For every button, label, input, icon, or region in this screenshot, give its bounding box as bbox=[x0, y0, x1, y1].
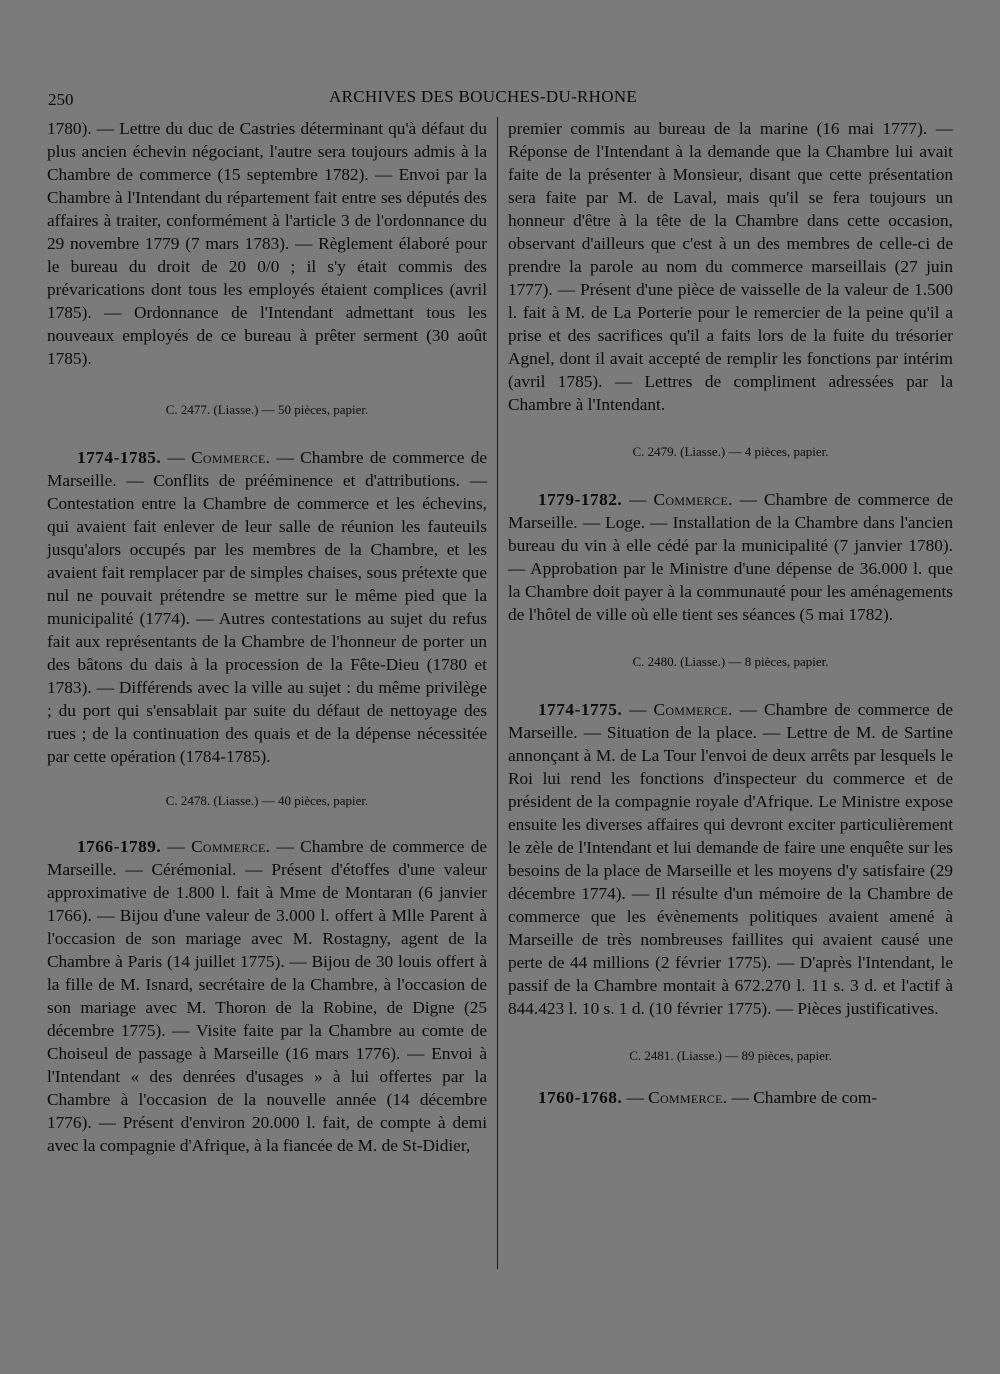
column-divider bbox=[497, 117, 498, 1269]
entry-heading: Commerce. bbox=[653, 490, 733, 509]
entry-text: — Chambre de commerce de Marseille. — Conflits de prééminence et d'attributions. — Contestation entre la Chambre de commerce et les échevins, qui avaient fait enlever de leur salle de réunion les fauteuils jusqu'alors occupés par les membres de la Chambre, et les avaient fait remplacer par de simples chaises, sous prétexte que nul ne pouvait prétendre se mettre sur le même pied que la municipalité (1774). — Autres contestations au sujet du refus fait aux représentants de la Chambre de l'honneur de porter un des bâtons du dais à la procession de la Fête-Dieu (1780 et 1783). — Différends avec la ville au sujet : du même privilège ; du port qui s'ensablait par suite du défaut de nettoyage des rues ; de la continuation des quais et de la dépense nécessitée par cette opération (1784-1785). bbox=[47, 448, 487, 766]
archive-reference: C. 2481. (Liasse.) — 89 pièces, papier. bbox=[629, 1048, 832, 1063]
entry-heading: Commerce. bbox=[653, 700, 733, 719]
archive-entry: 1779-1782. — Commerce. — Chambre de commerce de Marseille. — Loge. — Installation de la Chambre dans l'ancien bureau du vin à elle cédé par la municipalité (7 janvier 1780). — Approbation par le Ministre d'une dépense de 36.000 l. que la Chambre doit payer à la communauté pour les aménagements de l'hôtel de ville où elle tient ses séances (5 mai 1782). bbox=[508, 490, 954, 624]
entry-heading: Commerce. bbox=[648, 1088, 728, 1107]
entry-text: — Chambre de commerce de Marseille. — Loge. — Installation de la Chambre dans l'ancien bureau du vin à elle cédé par la municipalité (7 janvier 1780). — Approbation par le Ministre d'une dépense de 36.000 l. que la Chambre doit payer à la communauté pour les aménagements de l'hôtel de ville où elle tient ses séances (5 mai 1782). bbox=[508, 490, 954, 624]
entry-continuation: premier commis au bureau de la marine (16 mai 1777). — Réponse de l'Intendant à la demande que la Chambre lui avait faite de la présenter à Monsieur, disant que cette présentation sera faite par M. de Laval, mais qu'il se fera toujours un honneur d'être à la tête de la Chambre dans cette occasion, observant d'ailleurs que c'est à un des membres de celle-ci de prendre la parole au nom du commerce marseillais (27 juin 1777). — Présent d'une pièce de vaisselle de la valeur de 1.500 l. fait à M. de La Porterie pour le remercier de la peine qu'il a prise et des sacrifices qu'il a faits lors de la fuite du trésorier Agnel, dont il avait accepté de remplir les fonctions par intérim (avril 1785). — Lettres de compliment adressées par la Chambre à l'Intendant. bbox=[508, 119, 953, 414]
entry-text: — Chambre de com- bbox=[727, 1088, 878, 1107]
right-column bbox=[508, 117, 953, 1109]
running-title: ARCHIVES DES BOUCHES-DU-RHONE bbox=[329, 87, 638, 106]
entry-heading: Commerce. bbox=[191, 448, 271, 467]
entry-date: 1760-1768. bbox=[538, 1088, 623, 1107]
archive-entry: 1774-1775. — Commerce. — Chambre de commerce de Marseille. — Situation de la place. — Lettre de M. de Sartine annonçant à M. de La Tour l'envoi de deux arrêts par lesquels le Roi lui rend les fonctions d'inspecteur du commerce et de président de la compagnie royale d'Afrique. Le Ministre expose ensuite les diverses affaires qui devront exciter particulièrement le zèle de l'Intendant et lui demande de faire une enquête sur les besoins de la place de Marseille et les moyens d'y satisfaire (29 décembre 1774). — Il résulte d'un mémoire de la Chambre de commerce que les évènements politiques avaient amené à Marseille de très nombreuses faillites qui avaient causé une perte de 44 millions (2 février 1775). — D'après l'Intendant, le passif de la Chambre montait à 672.270 l. 11 s. 3 d. et l'actif à 844.423 l. 10 s. 1 d. (10 février 1775). — Pièces justificatives. bbox=[508, 700, 954, 1018]
archive-entry: 1766-1789. — Commerce. — Chambre de commerce de Marseille. — Cérémonial. — Présent d'étoffes d'une valeur approximative de 1.800 l. fait à Mme de Montaran (6 janvier 1766). — Bijou d'une valeur de 3.000 l. offert à Mlle Parent à l'occasion de son mariage avec M. Rostagny, agent de la Chambre à Paris (14 juillet 1775). — Bijou de 30 louis offert à la fille de M. Isnard, secrétaire de la Chambre, à l'occasion de son mariage avec M. Thoron de la Robine, de Digne (25 décembre 1775). — Visite faite par la Chambre au comte de Choiseul de passage à Marseille (16 mars 1776). — Envoi à l'Intendant « des denrées d'usages » à lui offertes par la Chambre à l'occasion de la nouvelle année (14 décembre 1776). — Présent d'environ 20.000 l. fait, de compte à demi avec la compagnie d'Afrique, à la fiancée de M. de St-Didier, bbox=[47, 837, 487, 1155]
entry-heading: Commerce. bbox=[191, 837, 271, 856]
archive-reference: C. 2478. (Liasse.) — 40 pièces, papier. bbox=[165, 793, 369, 808]
entry-date: 1766-1789. bbox=[77, 837, 162, 856]
entry-date: 1774-1775. bbox=[538, 700, 623, 719]
archive-reference: C. 2480. (Liasse.) — 8 pièces, papier. bbox=[632, 654, 829, 669]
page-number: 250 bbox=[48, 90, 74, 109]
archive-entry: 1760-1768. — Commerce. — Chambre de com- bbox=[538, 1088, 878, 1107]
entry-date: 1779-1782. bbox=[538, 490, 623, 509]
archive-reference: C. 2477. (Liasse.) — 50 pièces, papier. bbox=[165, 402, 369, 417]
entry-text: — Chambre de commerce de Marseille. — Situation de la place. — Lettre de M. de Sartine annonçant à M. de La Tour l'envoi de deux arrêts par lesquels le Roi lui rend les fonctions d'inspecteur du commerce et de président de la compagnie royale d'Afrique. Le Ministre expose ensuite les diverses affaires qui devront exciter particulièrement le zèle de l'Intendant et lui demande de faire une enquête sur les besoins de la place de Marseille et les moyens d'y satisfaire (29 décembre 1774). — Il résulte d'un mémoire de la Chambre de commerce que les évènements politiques avaient amené à Marseille de très nombreuses faillites qui avaient causé une perte de 44 millions (2 février 1775). — D'après l'Intendant, le passif de la Chambre montait à 672.270 l. 11 s. 3 d. et l'actif à 844.423 l. 10 s. 1 d. (10 février 1775). — Pièces justificatives. bbox=[508, 700, 954, 1018]
archive-entry: 1774-1785. — Commerce. — Chambre de commerce de Marseille. — Conflits de prééminence et d'attributions. — Contestation entre la Chambre de commerce et les échevins, qui avaient fait enlever de leur salle de réunion les fauteuils jusqu'alors occupés par les membres de la Chambre, et les avaient fait remplacer par de simples chaises, sous prétexte que nul ne pouvait prétendre se mettre sur le même pied que la municipalité (1774). — Autres contestations au sujet du refus fait aux représentants de la Chambre de l'honneur de porter un des bâtons du dais à la procession de la Fête-Dieu (1780 et 1783). — Différends avec la ville au sujet : du même privilège ; du port qui s'ensablait par suite du défaut de nettoyage des rues ; de la continuation des quais et de la dépense nécessitée par cette opération (1784-1785). bbox=[47, 448, 487, 766]
entry-continuation: 1780). — Lettre du duc de Castries déterminant qu'à défaut du plus ancien échevin négociant, l'autre sera toujours admis à la Chambre de commerce (15 septembre 1782). — Envoi par la Chambre à l'Intendant du répartement fait entre ses députés des affaires à traiter, conformément à l'article 3 de l'ordonnance du 29 novembre 1779 (7 mars 1783). — Règlement élaboré pour le bureau du droit de 20 0/0 ; il s'y était commis des prévarications dont tous les employés étaient complices (avril 1785). — Ordonnance de l'Intendant admettant tous les nouveaux employés de ce bureau à prêter serment (30 août 1785). bbox=[47, 119, 487, 368]
archive-reference: C. 2479. (Liasse.) — 4 pièces, papier. bbox=[632, 444, 829, 459]
entry-text: — Chambre de commerce de Marseille. — Cérémonial. — Présent d'étoffes d'une valeur approximative de 1.800 l. fait à Mme de Montaran (6 janvier 1766). — Bijou d'une valeur de 3.000 l. offert à Mlle Parent à l'occasion de son mariage avec M. Rostagny, agent de la Chambre à Paris (14 juillet 1775). — Bijou de 30 louis offert à la fille de M. Isnard, secrétaire de la Chambre, à l'occasion de son mariage avec M. Thoron de la Robine, de Digne (25 décembre 1775). — Visite faite par la Chambre au comte de Choiseul de passage à Marseille (16 mars 1776). — Envoi à l'Intendant « des denrées d'usages » à lui offertes par la Chambre à l'occasion de la nouvelle année (14 décembre 1776). — Présent d'environ 20.000 l. fait, de compte à demi avec la compagnie d'Afrique, à la fiancée de M. de St-Didier, bbox=[47, 837, 487, 1155]
left-column bbox=[47, 117, 487, 1157]
entry-date: 1774-1785. bbox=[77, 448, 162, 467]
